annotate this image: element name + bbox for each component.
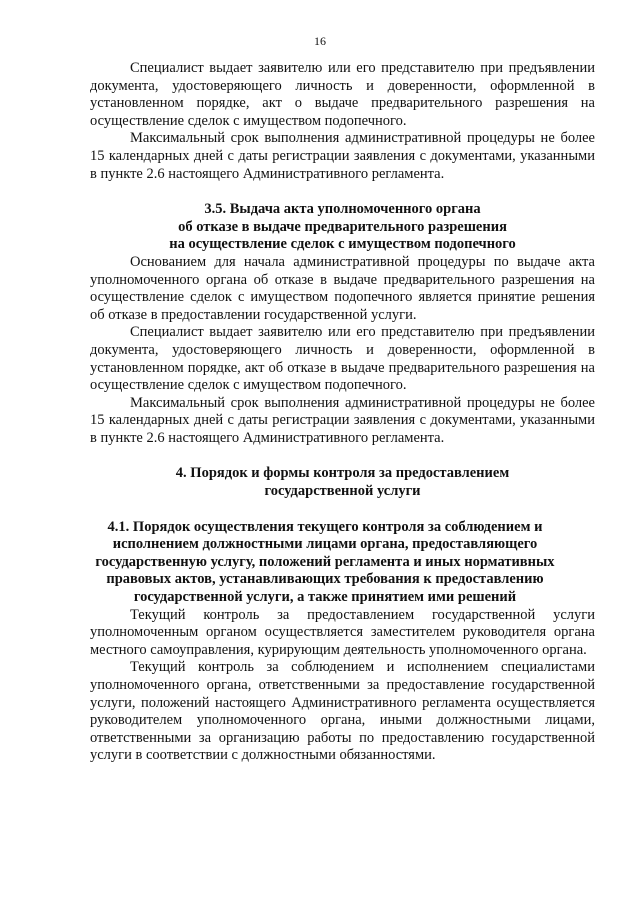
paragraph: Максимальный срок выполнения административной процедуры не более 15 календарных дней с даты регистрации заявления с документами, указанными в пункте 2.6 настоящего Административного регламента. <box>90 394 595 446</box>
section-heading-4-1: 4.1. Порядок осуществления текущего контроля за соблюдением и исполнением должностными лицами органа, предоставляющего государственную услугу, положений регламента и иных нормативных правовых актов, устанавливающих требования к предоставлению государственной услуги, а также принятием ими решений <box>95 518 555 606</box>
heading-line: 3.5. Выдача акта уполномоченного органа <box>204 201 481 218</box>
paragraph: Специалист выдает заявителю или его представителю при предъявлении документа, удостоверяющего личность и доверенности, оформленной в установленном порядке, акт об отказе в выдаче предварительного разрешения на осуществление сделок с имуществом подопечного. <box>90 324 595 394</box>
document-body <box>90 60 595 765</box>
paragraph: Текущий контроль за предоставлением государственной услуги уполномоченным органом осуществляется заместителем руководителя органа местного самоуправления, курирующим деятельность уполномоченного органа. <box>90 606 595 658</box>
section-heading-3-5 <box>90 201 595 254</box>
heading-line: об отказе в выдаче предварительного разрешения <box>178 218 507 235</box>
heading-line: 4. Порядок и формы контроля за предоставлением <box>175 465 510 482</box>
paragraph: Основанием для начала административной процедуры по выдаче акта уполномоченного органа об отказе в выдаче предварительного разрешения на осуществление сделок с имуществом подопечного является принятие решения об отказе в предоставлении государственной услуги. <box>90 253 595 323</box>
paragraph: Максимальный срок выполнения административной процедуры не более 15 календарных дней с даты регистрации заявления с документами, указанными в пункте 2.6 настоящего Административного регламента. <box>90 130 595 182</box>
paragraph: Текущий контроль за соблюдением и исполнением специалистами уполномоченного органа, ответственными за предоставление государственной услуги, положений настоящего Административного регламента осуществляется руководителем уполномоченного органа, иными должностными лицами, ответственными за организацию работы по предоставлению государственной услуги в соответствии с должностными обязанностями. <box>90 659 595 764</box>
paragraph: Специалист выдает заявителю или его представителю при предъявлении документа, удостоверяющего личность и доверенности, оформленной в установленном порядке, акт о выдаче предварительного разрешения на осуществление сделок с имуществом подопечного. <box>90 60 595 129</box>
page-number: 16 <box>314 34 326 48</box>
heading-line: на осуществление сделок с имуществом подопечного <box>169 236 516 253</box>
heading-line: государственной услуги <box>264 483 421 500</box>
section-heading-4 <box>90 465 595 500</box>
